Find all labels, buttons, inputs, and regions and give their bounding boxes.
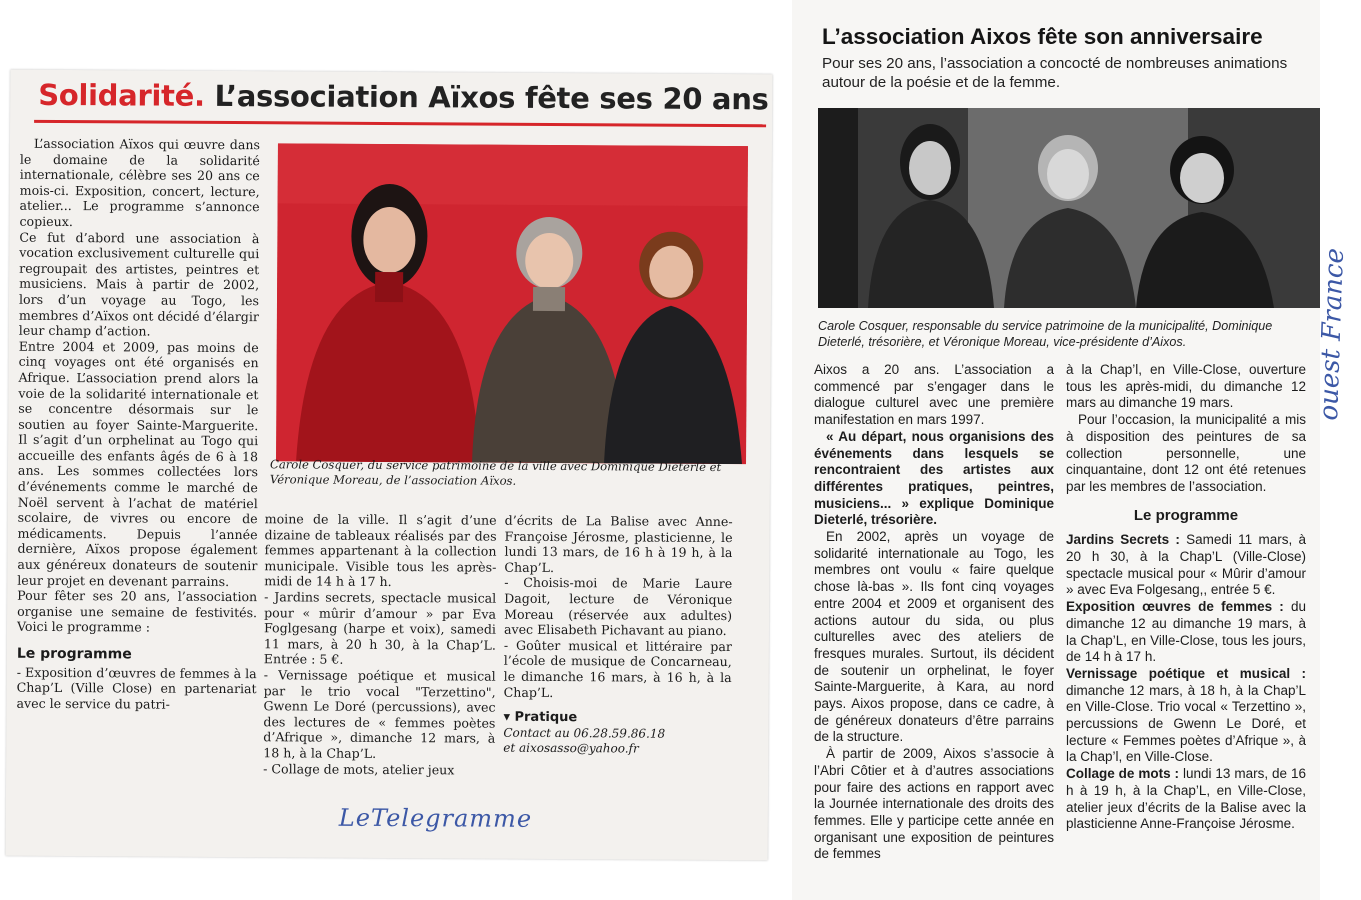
programme-heading: Le programme [16,645,132,663]
programme-item-label: Collage de mots : [1066,766,1180,782]
programme-item-text: Samedi 11 mars, à 20 h 30, à la Chap’L (Ville-Close) spectacle musical pour « Mûrir d’amour » avec Eva Folgesang,, entrée 5 €. [1066,532,1306,598]
paragraph: En 2002, après un voyage de solidarité internationale au Togo, les membres ont voulu « faire quelque chose là-bas ». Ils font cinq voyages entre 2004 et 2009 et organisent des actions autour du sida, ou plus culturelles avec des ateliers de fresques murales. Surtout, ils décident de soutenir un orphelinat, le foyer Sainte-Marguerite, à Kara, au nord pays. Aixos propose, dans ce cadre, à de généreux donateurs d’être parrains de la structure. [814,529,1054,745]
article-headline [38,78,769,116]
headline-kicker: Solidarité. [38,77,205,113]
paragraph: Ce fut d’abord une association à vocation exclusivement culturelle qui regroupait des artistes, peintres et musiciens. Mais à partir de 2002, lors d’un voyage au Togo, les membres d’Aïxos ont décidé d’élargir leur champ d’action. [18,229,260,339]
telegramme-clipping [6,70,773,861]
group-photo [818,108,1320,308]
photo-illustration [276,143,748,464]
ouest-france-clipping [792,0,1320,900]
handwritten-source-note: LeTelegramme [338,803,533,833]
paragraph: - Exposition d’œuvres de femmes à la Chap’L (Ville Close) en partenariat avec le service du patri- [16,664,257,712]
article-column-2: moine de la ville. Il s’agit d’une dizaine de tableaux réalisés par des femmes appartenant à la collection municipale. Visible tous les après-midi de 14 h à 17 h. - Jardins secrets, spectacle musical pour « mûrir d’amour » par Eva Foglgesang (harpe et voix), samedi 11 mars, à 20 h 30, à la Chap’L. Entrée : 5 €. - Vernissage poétique et musical par le trio vocal "Terzettino", Gwenn Le Doré (percussions), avec des lectures de « femmes poètes d’Afrique », dimanche 12 mars, à 18 h, à la Chap’L. - Collage de mots, atelier jeux [263,511,497,777]
programme-item-label: Exposition œuvres de femmes : [1066,599,1284,615]
programme-item [1066,666,1306,766]
paragraph: à la Chap’l, en Ville-Close, ouverture tous les après-midi, du dimanche 12 mars au dimanche 19 mars. [1066,362,1306,411]
programme-item-label: Jardins Secrets : [1066,532,1180,548]
programme-heading: Le programme [1133,506,1239,524]
article-headline: L’association Aixos fête son anniversaire [822,24,1263,49]
programme-text: d’écrits de La Balise avec Anne-Françoise Jérosme, plasticienne, le lundi 13 mars, de 16 h à 19 h, à la Chap’L. - Choisis-moi de Marie Laure Dagoit, lecture de Véronique Moreau (réservée aux adultes) avec Elisabeth Pichavant au piano. - Goûter musical et littéraire par l’école de musique de Concarneau, le dimanche 16 mars, à 16 h, à la Chap’L. [503,512,733,700]
contact-email: et aixosasso@yahoo.fr [503,741,639,756]
paragraph: Aixos a 20 ans. L’association a commencé par s’engager dans le dialogue culturel avec une première manifestation en mars 1997. [814,362,1054,428]
article-column-1 [16,136,260,713]
photo-caption: Carole Cosquer, du service patrimoine de la ville avec Dominique Dieterlé et Véronique Moreau, de l’association Aïxos. [269,457,722,488]
article-column-2 [1066,362,1306,833]
pratique-heading: ▾ Pratique [503,709,578,726]
headline-title: L’association Aïxos fête ses 20 ans [214,78,769,117]
headline-rule [34,120,766,127]
programme-item-text: du dimanche 12 au dimanche 19 mars, à la Chap’L, en Ville-Close, tous les jours, de 14 h à 17 h. [1066,599,1306,665]
photo-caption: Carole Cosquer, responsable du service patrimoine de la municipalité, Dominique Dieterlé, trésorière, et Véronique Moreau, vice-présidente d’Aixos. [818,319,1273,349]
article-subtitle: Pour ses 20 ans, l’association a concocté de nombreuses animations autour de la poésie et de la femme. [822,55,1288,91]
paragraph: À partir de 2009, Aixos s’associe à l’Abri Côtier et à d’autres associations pour faire des actions en rapport avec la Journée internationale des droits des femmes. Elle y participe cette année en organisant une exposition de peintures de femmes [814,746,1054,862]
programme-item-text: lundi 13 mars, de 16 h à 19 h, à la Chap’L, en Ville-Close, atelier jeux d’écrits de la Balise avec la plasticienne Anne-Françoise Jérosme. [1066,766,1307,832]
paragraph: « Au départ, nous organisions des événements dans lesquels se rencontraient des artistes aux différentes pratiques, peintres, musiciens... » explique Dominique Dieterlé, trésorière. [814,428,1054,528]
programme-item [1066,532,1306,599]
article-column-1 [814,362,1054,863]
paragraph: Pour l’occasion, la municipalité a mis à disposition des peintures de sa collection personnelle, une cinquantaine, dont 12 ont été retenues par les membres de l’association. [1066,412,1306,494]
programme-item-text: dimanche 12 mars, à 18 h, à la Chap’L en Ville-Close. Trio vocal « Terzettino », percussions de Gwenn Le Doré, et lecture « Femmes poètes d’Afrique », à la Chap’l, en Ville-Close. [1066,682,1306,765]
programme-item [1066,599,1306,666]
paragraph: L’association Aïxos qui œuvre dans le domaine de la solidarité internationale, célèbre ses 20 ans ce mois-ci. Exposition, concert, lecture, atelier... Le programme s’annonce copieux. [19,135,260,230]
article-column-3 [503,513,732,758]
programme-item [1066,766,1306,833]
photo-illustration [818,108,1320,308]
paragraph: Pour fêter ses 20 ans, l’association organise une semaine de festivités. Voici le programme : [16,587,258,635]
handwritten-source-note: ouest France [1314,247,1351,422]
paragraph: Entre 2004 et 2009, pas moins de cinq voyages ont été organisés en Afrique. L’association prend alors la voie de la solidarité internationale et se concentre désormais sur le soutien au foyer Sainte-Marguerite. Il s’agit d’un orphelinat au Togo qui accueille des enfants âgés de 6 à 18 ans. Les sommes collectées lors d’événements comme le marché de Noël servent à l’achat de matériel scolaire, de vivres ou encore de médicaments. Depuis l’année dernière, Aïxos propose également aux généreux donateurs de soutenir leur projet en devenant parrains. [17,338,259,589]
programme-item-label: Vernissage poétique et musical : [1066,665,1306,681]
group-photo [276,143,748,464]
contact-phone: Contact au 06.28.59.86.18 [503,725,666,741]
